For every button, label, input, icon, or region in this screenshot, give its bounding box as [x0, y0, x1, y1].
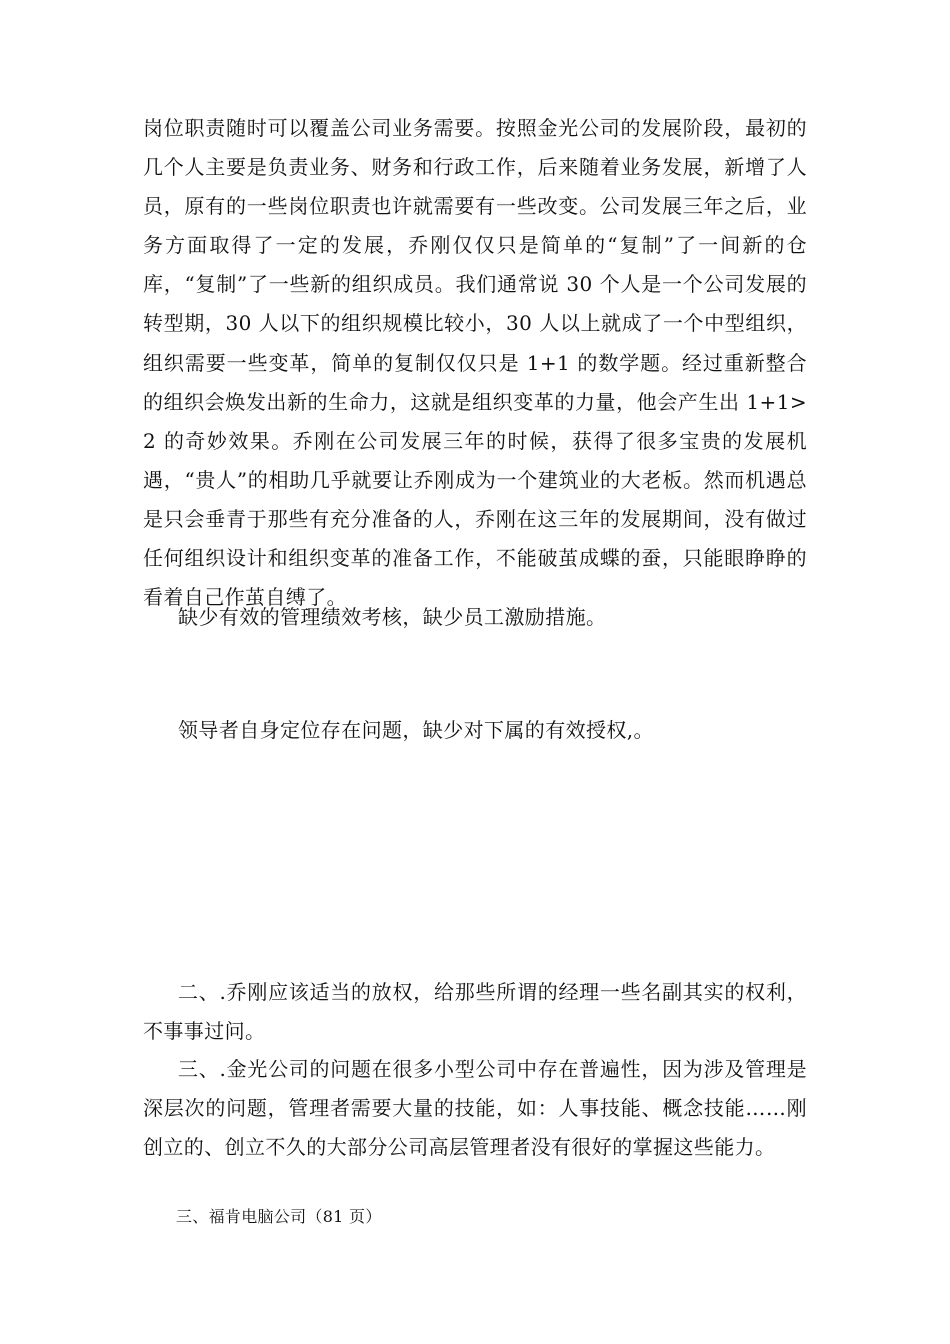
- point-leader: 领导者自身定位存在问题，缺少对下属的有效授权,。: [178, 718, 654, 742]
- section-heading: 三、福肯电脑公司（81 页）: [176, 1207, 382, 1226]
- point-two: 二、.乔刚应该适当的放权，给那些所谓的经理一些名副其实的权利，不事事过问。: [143, 980, 807, 1044]
- point-appraisal: 缺少有效的管理绩效考核，缺少员工激励措施。: [178, 605, 607, 629]
- main-paragraph: 岗位职责随时可以覆盖公司业务需要。按照金光公司的发展阶段，最初的几个人主要是负责业务、财务和行政工作，后来随着业务发展，新增了人员，原有的一些岗位职责也许就需要有一些改变。公司发展三年之后，业务方面取得了一定的发展，乔刚仅仅只是简单的“复制”了一间新的仓库，“复制”了一些新的组织成员。我们通常说 30 个人是一个公司发展的转型期，30 人以下的组织规模比较小，30 人以上就成了一个中型组织，组织需要一些变革，简单的复制仅仅只是 1+1 的数学题。经过重新整合的组织会焕发出新的生命力，这就是组织变革的力量，他会产生出 1+1>2 的奇妙效果。乔刚在公司发展三年的时候，获得了很多宝贵的发展机遇，“贵人”的相助几乎就要让乔刚成为一个建筑业的大老板。然而机遇总是只会垂青于那些有充分准备的人，乔刚在这三年的发展期间，没有做过任何组织设计和组织变革的准备工作，不能破茧成蝶的蚕，只能眼睁睁的看着自己作茧自缚了。: [143, 116, 807, 610]
- point-three: 三、.金光公司的问题在很多小型公司中存在普遍性，因为涉及管理是深层次的问题，管理者需要大量的技能，如：人事技能、概念技能……刚创立的、创立不久的大部分公司高层管理者没有很好的掌握这些能力。: [143, 1057, 807, 1160]
